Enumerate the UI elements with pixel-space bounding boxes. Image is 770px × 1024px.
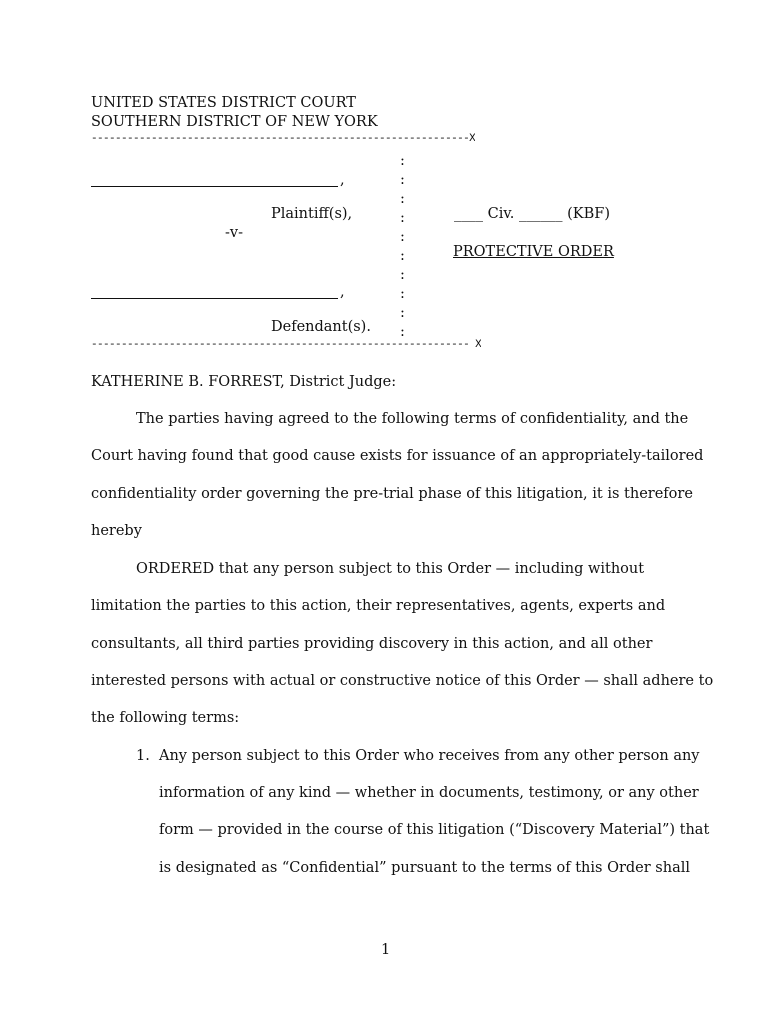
list-item-line: information of any kind — whether in documents, testimony, or any other [159,785,699,801]
paragraph-line: The parties having agreed to the following terms of confidentiality, and the [136,411,689,427]
colon: : [400,229,405,245]
plaintiff-comma: , [340,172,345,188]
document-title: PROTECTIVE ORDER [453,244,614,260]
defendant-label: Defendant(s). [271,319,371,335]
court-heading [91,94,378,132]
page-number: 1 [381,942,391,958]
defendant-name-blank[interactable] [91,298,338,299]
versus-label: -v- [225,225,243,241]
list-item-line: is designated as “Confidential” pursuant to the terms of this Order shall [159,860,690,876]
paragraph-line: interested persons with actual or constructive notice of this Order — shall adhere to [91,673,714,689]
case-number: ____ Civ. ______ (KBF) [454,206,611,222]
paragraph-line: confidentiality order governing the pre-trial phase of this litigation, it is therefore [91,486,693,502]
colon: : [400,286,405,302]
caption-top-border: ---------------------------------------------------------------X [91,133,476,145]
court-name-line: UNITED STATES DISTRICT COURT [91,95,356,111]
judge-line: KATHERINE B. FORREST, District Judge: [91,374,397,390]
colon: : [400,267,405,283]
list-item-line: form — provided in the course of this litigation (“Discovery Material”) that [159,822,710,838]
paragraph-line: ORDERED that any person subject to this Order — including without [136,561,645,577]
caption-bottom-border: --------------------------------------------------------------- X [91,339,482,351]
paragraph-line: hereby [91,523,142,539]
caption-colon-column [400,152,405,342]
paragraph-line: the following terms: [91,710,240,726]
colon: : [400,248,405,264]
court-district-line: SOUTHERN DISTRICT OF NEW YORK [91,114,378,130]
colon: : [400,191,405,207]
colon: : [400,305,405,321]
list-item-line: Any person subject to this Order who receives from any other person any [159,748,700,764]
colon: : [400,172,405,188]
paragraph-line: Court having found that good cause exists for issuance of an appropriately-tailored [91,448,704,464]
colon: : [400,324,405,340]
paragraph-line: limitation the parties to this action, their representatives, agents, experts and [91,598,666,614]
plaintiff-name-blank[interactable] [91,186,338,187]
colon: : [400,210,405,226]
colon: : [400,153,405,169]
defendant-comma: , [340,284,345,300]
plaintiff-label: Plaintiff(s), [271,206,353,222]
paragraph-line: consultants, all third parties providing discovery in this action, and all other [91,636,653,652]
list-item-number: 1. [136,748,150,764]
